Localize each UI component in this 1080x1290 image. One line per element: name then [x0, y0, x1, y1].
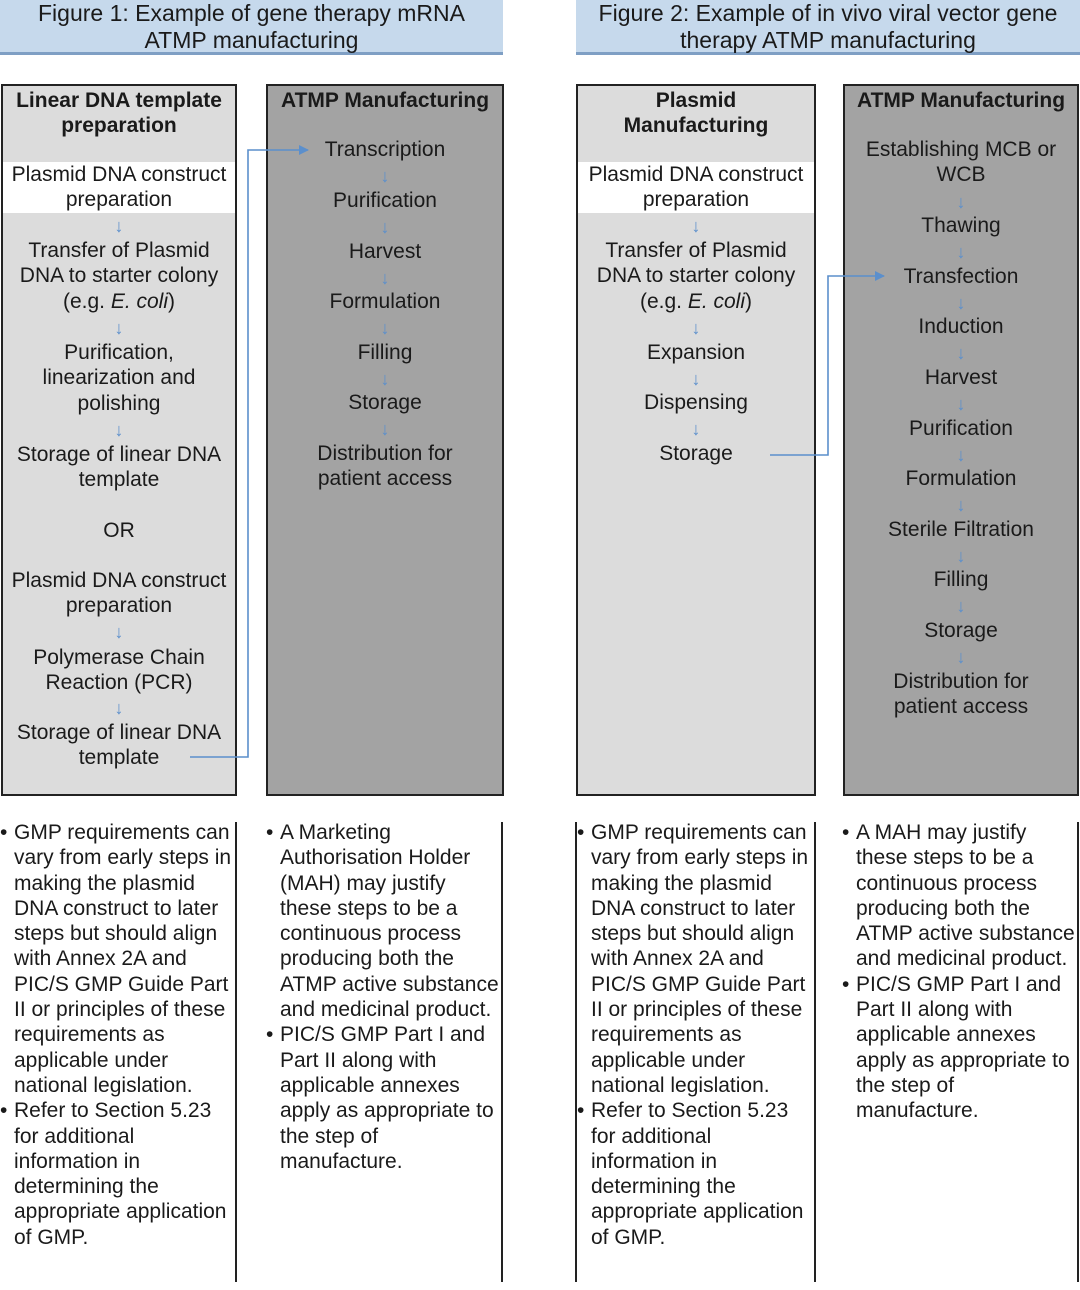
- note-bullet: • PIC/S GMP Part I and Part II along with applicable annexes apply as appropriate to the step of manufacture.: [266, 1022, 500, 1174]
- fig1-notes-left: [0, 820, 234, 1282]
- down-arrow-icon: ↓: [956, 596, 966, 616]
- fig1-step-storage-linear-dna: Storage of linear DNA template: [16, 443, 222, 492]
- down-arrow-icon: ↓: [956, 445, 966, 465]
- down-arrow-icon: ↓: [114, 622, 124, 642]
- note-bullet: • Refer to Section 5.23 for additional information in determining the appropriate application of GMP.: [0, 1098, 234, 1250]
- figure-2-title: Figure 2: Example of in vivo viral vector gene therapy ATMP manufacturing: [576, 0, 1080, 55]
- down-arrow-icon: ↓: [956, 546, 966, 566]
- down-arrow-icon: ↓: [380, 217, 390, 237]
- fig2-step-establishing-mcb: Establishing MCB or WCB: [865, 138, 1057, 187]
- down-arrow-icon: ↓: [114, 420, 124, 440]
- note-bullet: • Refer to Section 5.23 for additional information in determining the appropriate application of GMP.: [577, 1098, 811, 1250]
- down-arrow-icon: ↓: [956, 242, 966, 262]
- fig1-step-pcr: Polymerase Chain Reaction (PCR): [33, 646, 205, 695]
- down-arrow-icon: ↓: [691, 369, 701, 389]
- fig2-notes-right: [842, 820, 1076, 1282]
- fig2-step-distribution: Distribution for patient access: [893, 670, 1029, 719]
- fig2-step-storage: Storage: [659, 442, 733, 465]
- down-arrow-icon: ↓: [956, 394, 966, 414]
- fig1-step-formulation: Formulation: [329, 290, 441, 313]
- fig1-left-column-title: Linear DNA template preparation: [16, 89, 222, 137]
- fig2-step-transfer-plasmid: Transfer of Plasmid DNA to starter colony (e.g. E. coli): [596, 239, 796, 313]
- fig2-step-thawing: Thawing: [921, 214, 1001, 237]
- fig2-step-expansion: Expansion: [646, 341, 746, 364]
- fig1-notes-right: [266, 820, 500, 1282]
- fig1-step-distribution: Distribution for patient access: [317, 442, 453, 491]
- fig1-step-plasmid-construct: Plasmid DNA construct preparation: [3, 162, 235, 213]
- fig2-step-filling: Filling: [933, 568, 989, 591]
- down-arrow-icon: ↓: [380, 369, 390, 389]
- down-arrow-icon: ↓: [380, 166, 390, 186]
- fig2-step-dispensing: Dispensing: [644, 391, 748, 414]
- fig1-step-filling: Filling: [357, 341, 413, 364]
- down-arrow-icon: ↓: [691, 318, 701, 338]
- fig2-step-storage: Storage: [924, 619, 998, 642]
- down-arrow-icon: ↓: [956, 495, 966, 515]
- note-bullet: • GMP requirements can vary from early steps in making the plasmid DNA construct to later steps but should align with Annex 2A and PIC/S GMP Guide Part II or principles of these requirements as applicable under national legislation.: [577, 820, 811, 1098]
- fig2-notes-left: [577, 820, 811, 1282]
- figure-1-title: Figure 1: Example of gene therapy mRNA ATMP manufacturing: [0, 0, 503, 55]
- divider-line: [235, 822, 237, 1282]
- down-arrow-icon: ↓: [956, 647, 966, 667]
- fig1-step-storage-linear-dna-2: Storage of linear DNA template: [16, 721, 222, 770]
- fig2-step-induction: Induction: [918, 315, 1004, 338]
- fig1-atmp-manufacturing-column: [266, 84, 504, 796]
- fig2-left-column-title: Plasmid Manufacturing: [623, 89, 769, 137]
- down-arrow-icon: ↓: [691, 216, 701, 236]
- fig1-step-storage: Storage: [348, 391, 422, 414]
- down-arrow-icon: ↓: [691, 419, 701, 439]
- fig1-step-harvest: Harvest: [348, 240, 422, 263]
- fig2-step-purification: Purification: [909, 417, 1013, 440]
- fig1-or-label: OR: [103, 519, 135, 542]
- fig2-right-column-title: ATMP Manufacturing: [856, 89, 1066, 112]
- down-arrow-icon: ↓: [380, 419, 390, 439]
- down-arrow-icon: ↓: [956, 343, 966, 363]
- note-bullet: • PIC/S GMP Part I and Part II along with applicable annexes apply as appropriate to the step of manufacture.: [842, 972, 1076, 1124]
- divider-line: [501, 822, 503, 1282]
- down-arrow-icon: ↓: [380, 318, 390, 338]
- down-arrow-icon: ↓: [380, 268, 390, 288]
- down-arrow-icon: ↓: [956, 293, 966, 313]
- down-arrow-icon: ↓: [114, 318, 124, 338]
- fig2-step-harvest: Harvest: [924, 366, 998, 389]
- fig1-step-transcription: Transcription: [324, 138, 446, 161]
- fig2-step-formulation: Formulation: [905, 467, 1017, 490]
- note-bullet: • A Marketing Authorisation Holder (MAH) may justify these steps to be a continuous process producing both the ATMP active substance and medicinal product.: [266, 820, 500, 1022]
- fig2-step-sterile-filtration: Sterile Filtration: [888, 518, 1034, 541]
- fig2-step-transfection: Transfection: [903, 265, 1019, 288]
- fig1-step-purification: Purification: [333, 189, 437, 212]
- down-arrow-icon: ↓: [956, 192, 966, 212]
- divider-line: [814, 822, 816, 1282]
- divider-line: [1077, 822, 1079, 1282]
- note-bullet: • A MAH may justify these steps to be a continuous process producing both the ATMP active substance and medicinal product.: [842, 820, 1076, 972]
- fig2-plasmid-manufacturing-column: [576, 84, 816, 796]
- fig1-linear-dna-column: [1, 84, 237, 796]
- fig1-step-transfer-plasmid: Transfer of Plasmid DNA to starter colony (e.g. E. coli): [19, 239, 219, 313]
- down-arrow-icon: ↓: [114, 698, 124, 718]
- fig1-step-plasmid-construct-2: Plasmid DNA construct preparation: [11, 569, 227, 618]
- down-arrow-icon: ↓: [114, 216, 124, 236]
- fig1-right-column-title: ATMP Manufacturing: [280, 89, 490, 112]
- fig1-step-purification-linearization: Purification, linearization and polishing: [42, 341, 196, 415]
- fig2-step-plasmid-construct: Plasmid DNA construct preparation: [578, 162, 814, 213]
- fig2-atmp-manufacturing-column: [843, 84, 1079, 796]
- note-bullet: • GMP requirements can vary from early steps in making the plasmid DNA construct to later steps but should align with Annex 2A and PIC/S GMP Guide Part II or principles of these requirements as applicable under national legislation.: [0, 820, 234, 1098]
